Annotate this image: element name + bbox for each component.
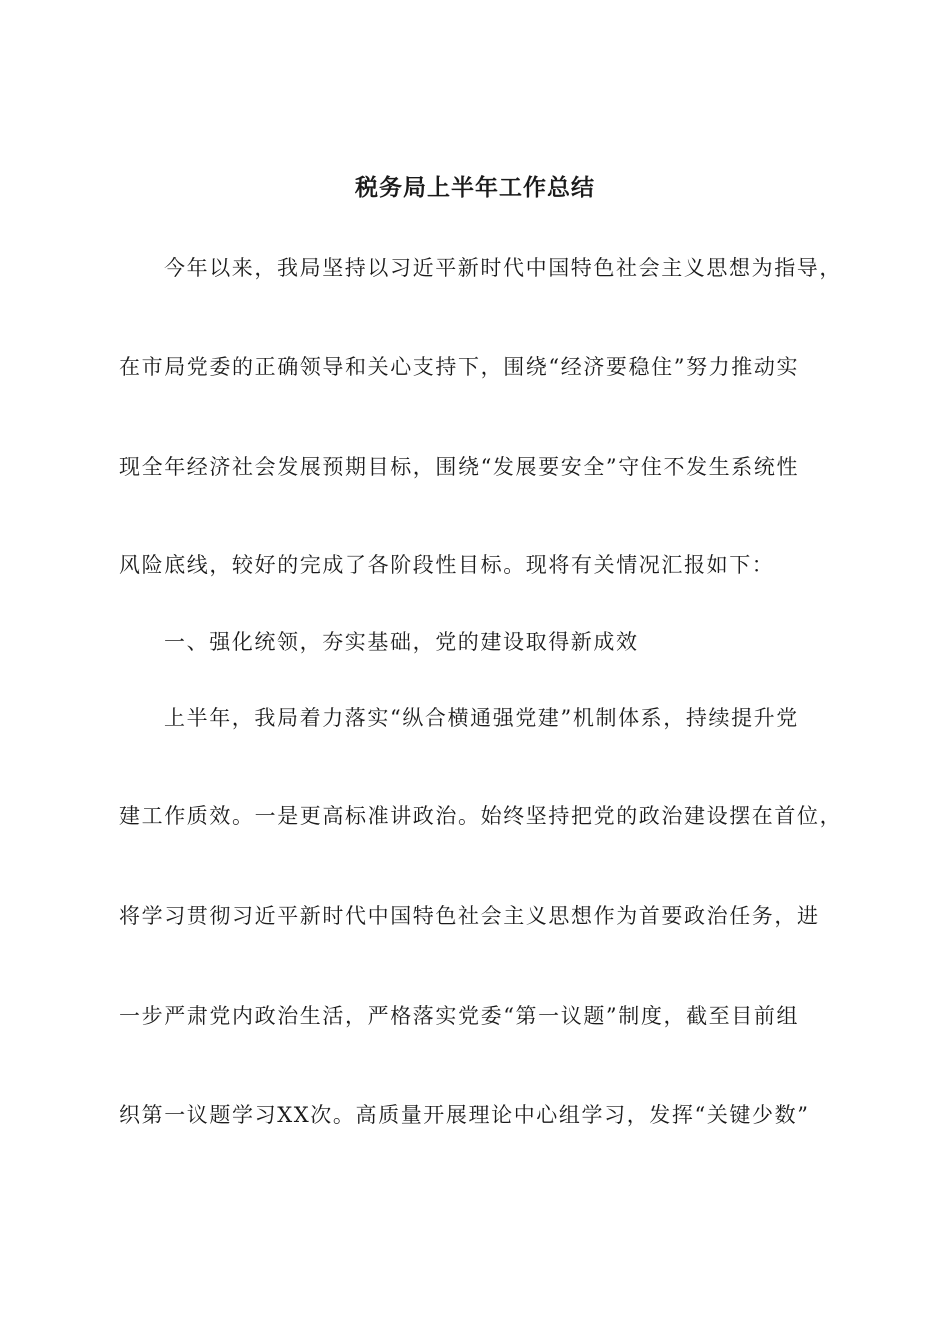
paragraph-line: 今年以来，我局坚持以习近平新时代中国特色社会主义思想为指导， [164, 256, 842, 280]
paragraph-line: 建工作质效。一是更高标准讲政治。始终坚持把党的政治建设摆在首位， [119, 804, 843, 828]
paragraph-line: 织第一议题学习XX次。高质量开展理论中心组学习，发挥“关键少数” [119, 1103, 810, 1127]
paragraph-line: 风险底线，较好的完成了各阶段性目标。现将有关情况汇报如下： [119, 553, 775, 577]
paragraph-line: 上半年，我局着力落实“纵合横通强党建”机制体系，持续提升党 [164, 706, 799, 730]
paragraph-line: 将学习贯彻习近平新时代中国特色社会主义思想作为首要政治任务，进 [119, 904, 820, 928]
document-title: 税务局上半年工作总结 [355, 174, 595, 201]
paragraph-line: 现全年经济社会发展预期目标，围绕“发展要安全”守住不发生系统性 [119, 455, 800, 479]
paragraph-line: 一步严肃党内政治生活，严格落实党委“第一议题”制度，截至目前组 [119, 1004, 800, 1028]
section-heading: 一、强化统领，夯实基础，党的建设取得新成效 [164, 630, 639, 654]
paragraph-line: 在市局党委的正确领导和关心支持下，围绕“经济要稳住”努力推动实 [119, 355, 800, 379]
